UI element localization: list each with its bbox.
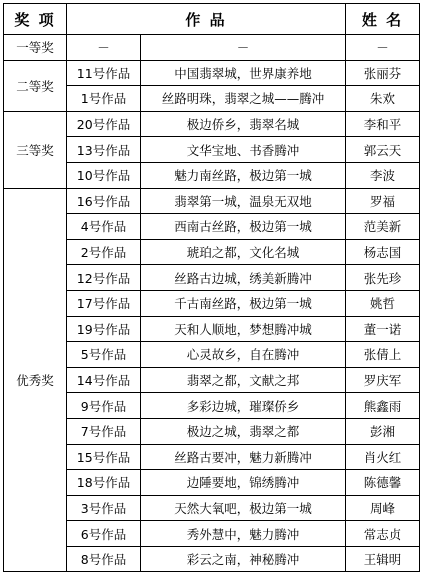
winner-name: 罗福 <box>346 188 420 214</box>
table-row <box>4 111 420 137</box>
entry-title: 文华宝地、书香腾冲 <box>141 137 346 163</box>
table-row <box>4 521 420 547</box>
entry-number: 8号作品 <box>67 546 141 572</box>
winner-name: 常志贞 <box>346 521 420 547</box>
winner-name: 彭湘 <box>346 418 420 444</box>
entry-number: 19号作品 <box>67 316 141 342</box>
header-level: 奖 项 <box>4 4 67 35</box>
entry-number: 7号作品 <box>67 418 141 444</box>
entry-number: 3号作品 <box>67 495 141 521</box>
entry-number: 14号作品 <box>67 367 141 393</box>
entry-title: 多彩边城，璀璨侨乡 <box>141 393 346 419</box>
table-row <box>4 367 420 393</box>
table-row <box>4 162 420 188</box>
entry-title: 极边之城，翡翠之都 <box>141 418 346 444</box>
winner-name: 张先珍 <box>346 265 420 291</box>
entry-number: 4号作品 <box>67 214 141 240</box>
entry-number: 15号作品 <box>67 444 141 470</box>
winner-name: 张丽芬 <box>346 60 420 86</box>
entry-title: 天然大氧吧，极边第一城 <box>141 495 346 521</box>
table-row <box>4 188 420 214</box>
table-row <box>4 86 420 112</box>
entry-title: 丝路明珠，翡翠之城——腾冲 <box>141 86 346 112</box>
entry-title: 中国翡翠城，世界康养地 <box>141 60 346 86</box>
entry-number: － <box>67 35 141 61</box>
table-row <box>4 418 420 444</box>
winner-name: 熊鑫雨 <box>346 393 420 419</box>
entry-title: 丝路古要冲，魅力新腾冲 <box>141 444 346 470</box>
entry-number: 16号作品 <box>67 188 141 214</box>
header-work: 作 品 <box>67 4 346 35</box>
table-row <box>4 342 420 368</box>
entry-number: 13号作品 <box>67 137 141 163</box>
award-level: 一等奖 <box>4 35 67 61</box>
entry-title: － <box>141 35 346 61</box>
entry-title: 琥珀之都，文化名城 <box>141 239 346 265</box>
winner-name: 朱欢 <box>346 86 420 112</box>
entry-title: 西南古丝路，极边第一城 <box>141 214 346 240</box>
entry-title: 极边侨乡，翡翠名城 <box>141 111 346 137</box>
award-level: 三等奖 <box>4 111 67 188</box>
entry-title: 心灵故乡，自在腾冲 <box>141 342 346 368</box>
winner-name: 董一诺 <box>346 316 420 342</box>
entry-number: 11号作品 <box>67 60 141 86</box>
winner-name: 王辑明 <box>346 546 420 572</box>
table-row <box>4 470 420 496</box>
entry-number: 20号作品 <box>67 111 141 137</box>
entry-number: 10号作品 <box>67 162 141 188</box>
winner-name: 李波 <box>346 162 420 188</box>
entry-title: 翡翠之都，文献之邦 <box>141 367 346 393</box>
table-row <box>4 239 420 265</box>
winner-name: 张倩上 <box>346 342 420 368</box>
awards-table <box>3 3 420 572</box>
entry-number: 1号作品 <box>67 86 141 112</box>
entry-number: 6号作品 <box>67 521 141 547</box>
table-row <box>4 290 420 316</box>
winner-name: 罗庆军 <box>346 367 420 393</box>
entry-number: 5号作品 <box>67 342 141 368</box>
entry-title: 翡翠第一城，温泉无双地 <box>141 188 346 214</box>
winner-name: 陈德馨 <box>346 470 420 496</box>
entry-title: 彩云之南，神秘腾冲 <box>141 546 346 572</box>
winner-name: 周峰 <box>346 495 420 521</box>
table-row <box>4 444 420 470</box>
table-row <box>4 137 420 163</box>
awards-body <box>4 35 420 572</box>
entry-number: 18号作品 <box>67 470 141 496</box>
table-row <box>4 495 420 521</box>
entry-number: 12号作品 <box>67 265 141 291</box>
winner-name: 杨志国 <box>346 239 420 265</box>
winner-name: 范美新 <box>346 214 420 240</box>
entry-number: 2号作品 <box>67 239 141 265</box>
header-name: 姓 名 <box>346 4 420 35</box>
entry-title: 边陲要地，锦绣腾冲 <box>141 470 346 496</box>
table-row <box>4 393 420 419</box>
entry-title: 秀外慧中，魅力腾冲 <box>141 521 346 547</box>
winner-name: 李和平 <box>346 111 420 137</box>
table-row <box>4 214 420 240</box>
table-row <box>4 546 420 572</box>
entry-title: 天和人顺地，梦想腾冲城 <box>141 316 346 342</box>
winner-name: 姚哲 <box>346 290 420 316</box>
table-row <box>4 35 420 61</box>
entry-title: 魅力南丝路，极边第一城 <box>141 162 346 188</box>
entry-title: 千古南丝路，极边第一城 <box>141 290 346 316</box>
table-row <box>4 60 420 86</box>
entry-number: 9号作品 <box>67 393 141 419</box>
winner-name: 肖火红 <box>346 444 420 470</box>
entry-number: 17号作品 <box>67 290 141 316</box>
award-level: 二等奖 <box>4 60 67 111</box>
table-row <box>4 316 420 342</box>
award-level: 优秀奖 <box>4 188 67 572</box>
winner-name: 郭云天 <box>346 137 420 163</box>
winner-name: － <box>346 35 420 61</box>
table-row <box>4 265 420 291</box>
entry-title: 丝路古边城，绣美新腾冲 <box>141 265 346 291</box>
header-row <box>4 4 420 35</box>
